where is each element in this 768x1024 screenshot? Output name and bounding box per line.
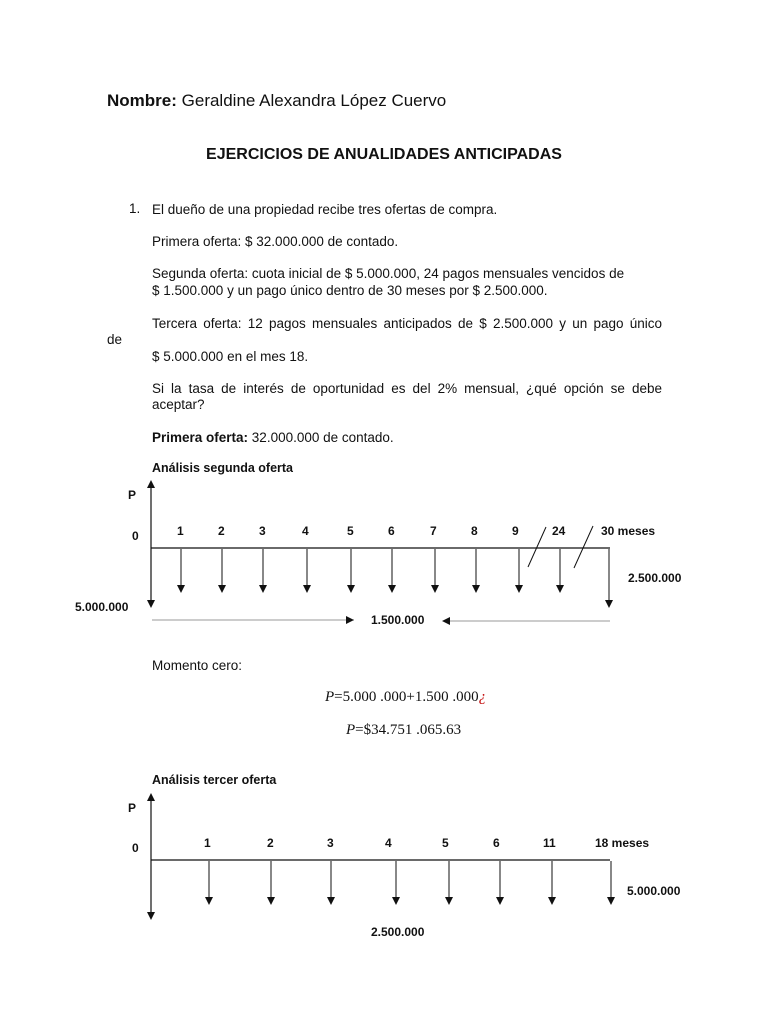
- name-value: Geraldine Alexandra López Cuervo: [181, 91, 447, 110]
- formula-result-rhs: =$34.751 .065.63: [355, 722, 462, 738]
- diagram-2-period: 4: [302, 524, 309, 538]
- diagram-3-period: 11: [543, 836, 556, 850]
- diagram-2-period: 30 meses: [601, 524, 656, 538]
- diagram-2-period: 2: [218, 524, 225, 538]
- annuity-span-left-arrowhead: [346, 616, 354, 624]
- diagram-3-period: 4: [385, 836, 392, 850]
- offer-2-line-1: Segunda oferta: cuota inicial de $ 5.000.000, 24 pagos mensuales vencidos de: [152, 266, 625, 281]
- name-label: Nombre:: [107, 91, 177, 110]
- moment-zero-label: Momento cero:: [152, 658, 243, 673]
- offer-1-text: Primera oferta: $ 32.000.000 de contado.: [152, 234, 399, 249]
- diagram-2-payment-arrows: [181, 549, 609, 604]
- diagram-3-period: 18 meses: [595, 836, 650, 850]
- formula-p-lhs: P: [325, 689, 335, 705]
- diagram-2-break-mark: [574, 526, 593, 568]
- diagram-3-period: 5: [442, 836, 449, 850]
- offer-3-de: de: [107, 332, 123, 347]
- diagram-2-p-label: P: [128, 488, 137, 502]
- exercise-intro: El dueño de una propiedad recibe tres ofertas de compra.: [152, 202, 498, 217]
- analysis-2-title: Análisis segunda oferta: [152, 461, 294, 475]
- offer-3-line-2: $ 5.000.000 en el mes 18.: [152, 349, 309, 364]
- diagram-2-period-labels: [177, 524, 655, 538]
- answer-offer-1-text: 32.000.000 de contado.: [248, 430, 394, 445]
- diagram-3-annuity-amount: 2.500.000: [371, 925, 425, 939]
- diagram-2-period: 7: [430, 524, 437, 538]
- diagram-2-right-amount: 2.500.000: [628, 571, 682, 585]
- diagram-3-right-amount: 5.000.000: [627, 884, 681, 898]
- exercise-number: 1.: [129, 201, 141, 216]
- formula-missing-glyph: ¿: [478, 689, 487, 705]
- diagram-3-period-labels: [204, 836, 649, 850]
- diagram-2-period: 1: [177, 524, 184, 538]
- diagram-2-period: 24: [552, 524, 566, 538]
- formula-result-lhs: P: [346, 722, 356, 738]
- formula-result: [346, 722, 461, 739]
- formula-p-rhs: =5.000 .000+1.500 .000: [334, 689, 479, 705]
- diagram-2-period: 5: [347, 524, 354, 538]
- diagram-3-period: 2: [267, 836, 274, 850]
- diagram-2-break-mark: [528, 527, 546, 567]
- diagram-3-p-label: P: [128, 801, 137, 815]
- diagram-3-period: 1: [204, 836, 211, 850]
- diagram-2-left-amount: 5.000.000: [75, 600, 129, 614]
- page-title: EJERCICIOS DE ANUALIDADES ANTICIPADAS: [206, 146, 562, 163]
- diagram-2-period: 9: [512, 524, 519, 538]
- diagram-2-period: 8: [471, 524, 478, 538]
- question-line-2: aceptar?: [152, 397, 205, 412]
- diagram-3-period: 3: [327, 836, 334, 850]
- diagram-3-period: 6: [493, 836, 500, 850]
- offer-2-line-2: $ 1.500.000 y un pago único dentro de 30 meses por $ 2.500.000.: [152, 283, 548, 298]
- formula-p: [325, 689, 486, 706]
- diagram-3-payment-arrows: [209, 861, 611, 901]
- diagram-2-period: 6: [388, 524, 395, 538]
- analysis-3-title: Análisis tercer oferta: [152, 773, 277, 787]
- annuity-span-right-arrowhead: [442, 617, 450, 625]
- diagram-2-zero-label: 0: [132, 529, 139, 543]
- answer-offer-1-label: Primera oferta:: [152, 430, 249, 445]
- diagram-2-annuity-amount: 1.500.000: [371, 613, 425, 627]
- offer-3-line-1: Tercera oferta: 12 pagos mensuales anticipados de $ 2.500.000 y un pago único: [152, 316, 662, 331]
- question-line-1: Si la tasa de interés de oportunidad es del 2% mensual, ¿qué opción se debe: [152, 381, 662, 396]
- diagram-3-zero-label: 0: [132, 841, 139, 855]
- diagram-2-period: 3: [259, 524, 266, 538]
